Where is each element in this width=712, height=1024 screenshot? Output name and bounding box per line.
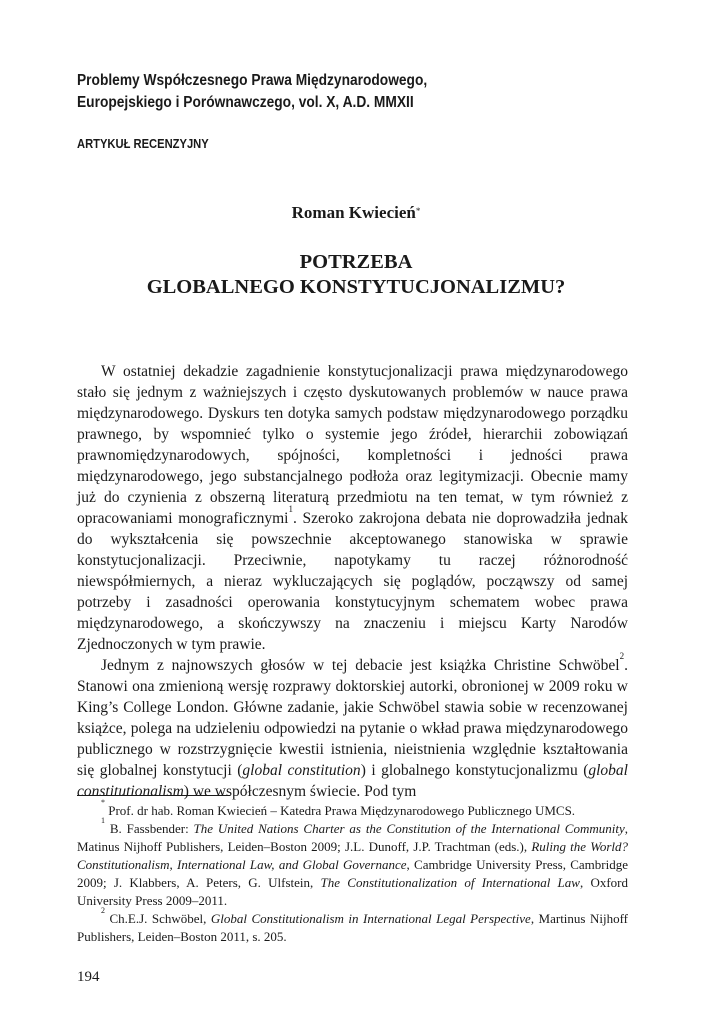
paragraph-2-text-c: ) i globalnego konstytucjonalizmu (: [360, 762, 589, 779]
footnote-1-text-c: , Matinus Nijhoff Publishers, Leiden–Boston 2009; J.L. Dunoff, J.P. Trachtman (eds.),: [77, 821, 628, 854]
footnote-1-text-a: B. Fassbender:: [109, 821, 194, 836]
page-number: 194: [77, 969, 100, 985]
paragraph-1-text-b: . Szeroko zakrojona debata nie doprowadziła jednak do wykształcenia się powszechnie akceptowanego stanowiska w sprawie konstytucjonalizacji. Przeciwnie, napotykamy tu raczej różnorodność niewspółmiernych, a nieraz wykluczających się poglądów, począwszy od samej potrzeby i zasadności operowania konstytucyjnym schematem wobec prawa międzynarodowego, a skończywszy na znaczeniu i miejscu Karty Narodów Zjednoczonych w tym prawie.: [77, 510, 628, 653]
footnotes: [77, 798, 629, 946]
author-line: [0, 203, 712, 223]
footnote-divider: [77, 795, 230, 796]
paragraph-2: [77, 651, 628, 802]
article-title-line-1: POTRZEBA: [299, 251, 413, 273]
term-global-constitutionalism: global constitutionalism: [77, 762, 628, 800]
footnote-1: [77, 816, 629, 910]
article-body: [77, 361, 628, 802]
paragraph-1: [77, 361, 628, 655]
paragraph-2-text-b: . Stanowi ona zmienioną wersję rozprawy doktorskiej autorki, obronionej w 2009 roku w King’s College London. Główne zadanie, jakie Schwöbel stawia sobie w recenzowanej książce, polega na udzieleniu odpowiedzi na pytanie o wkład prawa międzynarodowego publicznego w rozstrzygnięcie kwestii istnienia, nieistnienia względnie kształtowania się globalnej konstytucji (: [77, 657, 628, 779]
footnote-1-text-g: , Oxford University Press 2009–2011.: [77, 875, 628, 908]
footnote-author: [77, 798, 628, 820]
footnote-author-mark: *: [101, 798, 105, 807]
journal-title-line-1: Problemy Współczesnego Prawa Międzynarodowego,: [77, 72, 428, 89]
footnote-2-text-a: Ch.E.J. Schwöbel,: [109, 911, 211, 926]
footnote-ref-1: 1: [288, 504, 293, 514]
paragraph-2-text-d: ) we współczesnym świecie. Pod tym: [183, 783, 417, 800]
footnote-ref-2: 2: [619, 651, 625, 661]
article-title-line-2: GLOBALNEGO KONSTYTUCJONALIZMU?: [146, 276, 566, 298]
footnote-2-mark: 2: [101, 906, 105, 915]
article-title: [0, 250, 712, 300]
paragraph-1-text-a: W ostatniej dekadzie zagadnienie konstytucjonalizacji prawa międzynarodowego stało się jednym z ważniejszych i często dyskutowanych problemów w nauce prawa międzynarodowego. Dyskurs ten dotyka samych podstaw międzynarodowego porządku prawnego, by wspomnieć tylko o systemie jego źródeł, hierarchii zobowiązań prawnomiędzynarodowych, spójności, kompletności i jedności prawa międzynarodowego, jego substancjalnego podłoża oraz legitymizacji. Obecnie mamy już do czynienia z obszerną literaturą przedmiotu na ten temat, w tym również z opracowaniami monograficznymi: [77, 363, 628, 527]
footnote-2-title: Global Constitutionalism in International Legal Perspective: [210, 911, 531, 926]
journal-header: [77, 70, 559, 114]
footnote-1-text-e: , Cambridge University Press, Cambridge 2009; J. Klabbers, A. Peters, G. Ulfstein,: [77, 857, 628, 890]
footnote-1-mark: 1: [101, 816, 105, 825]
term-global-constitution: global constitution: [242, 762, 361, 779]
author-footnote-mark: *: [415, 206, 421, 216]
footnote-1-title-3: The Constitutionalization of International Law: [320, 875, 580, 890]
footnote-2: [77, 906, 628, 946]
footnote-1-title-1: The United Nations Charter as the Constitution of the International Community: [193, 821, 625, 836]
paragraph-2-text-a: Jednym z najnowszych głosów w tej debacie jest książka Christine Schwöbel: [101, 657, 620, 674]
footnote-1-title-2: Ruling the World? Constitutionalism, International Law, and Global Governance: [77, 839, 629, 872]
footnote-author-text: Prof. dr hab. Roman Kwiecień – Katedra Prawa Międzynarodowego Publicznego UMCS.: [108, 803, 576, 818]
journal-title-line-2: Europejskiego i Porównawczego, vol. X, A.D. MMXII: [77, 94, 414, 111]
footnote-2-text-c: , Martinus Nijhoff Publishers, Leiden–Boston 2011, s. 205.: [77, 911, 628, 944]
author-name: Roman Kwiecień: [291, 203, 416, 222]
section-label: ARTYKUŁ RECENZYJNY: [77, 136, 209, 151]
